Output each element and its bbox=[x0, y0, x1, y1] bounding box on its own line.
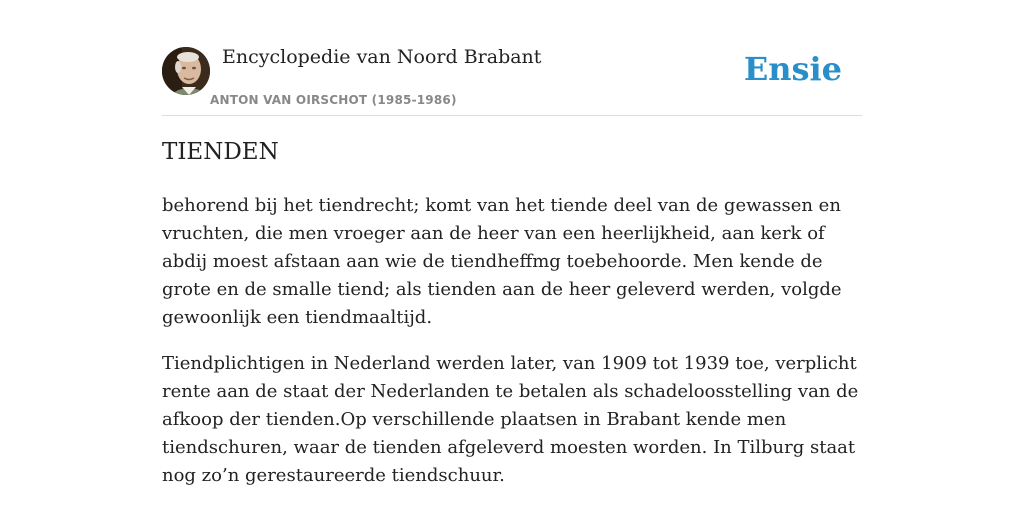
entry-body bbox=[162, 192, 862, 508]
paragraph: Tiendplichtigen in Nederland werden later, van 1909 tot 1939 toe, verplicht rente aan de staat der Nederlanden te betalen als schadeloosstelling van de afkoop der tienden.Op verschillende plaatsen in Brabant kende men tiendschuren, waar de tienden afgeleverd moesten worden. In Tilburg staat nog zo’n gerestaureerde tiendschuur. bbox=[162, 353, 859, 486]
author-avatar[interactable] bbox=[162, 47, 210, 95]
ensie-logo[interactable]: Ensie bbox=[743, 50, 842, 88]
page bbox=[162, 0, 862, 512]
book-title[interactable]: Encyclopedie van Noord Brabant bbox=[222, 46, 542, 68]
header bbox=[162, 0, 862, 116]
entry-title: TIENDEN bbox=[162, 139, 279, 165]
paragraph: behorend bij het tiendrecht; komt van het tiende deel van de gewassen en vruchten, die men vroeger aan de heer van een heerlijkheid, aan kerk of abdij moest afstaan aan wie de tiendheffmg toebehoorde. Men kende de grote en de smalle tiend; als tienden aan de heer geleverd werden, volgde gewoonlijk een tiendmaaltijd. bbox=[162, 195, 842, 328]
author-portrait-icon bbox=[162, 47, 210, 95]
author-name[interactable]: ANTON VAN OIRSCHOT (1985-1986) bbox=[210, 93, 457, 107]
